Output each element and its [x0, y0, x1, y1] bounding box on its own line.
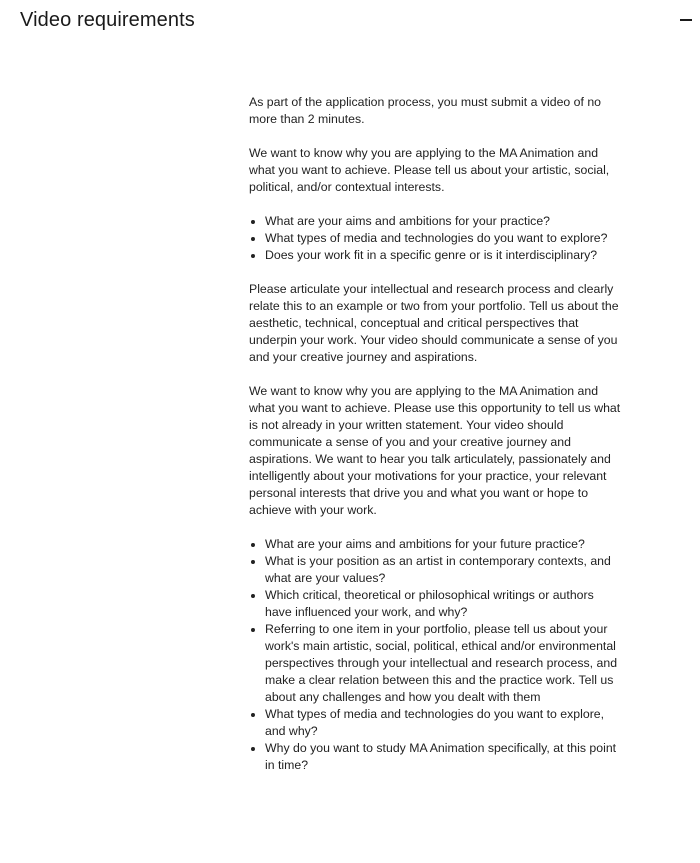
list-item: • Referring to one item in your portfolio, please tell us about your work's main artistic, social, political, ethical and/or environmental perspectives through your intellectual and research process, and make a clear relation between this and the practice work. Tell us about any challenges and how you dealt with them — [265, 621, 621, 706]
minus-icon[interactable] — [679, 8, 693, 32]
list-item: • What are your aims and ambitions for your future practice? — [265, 536, 621, 553]
list-item: • What is your position as an artist in contemporary contexts, and what are your values? — [265, 553, 621, 587]
list-item: • Why do you want to study MA Animation specifically, at this point in time? — [265, 740, 621, 774]
questions-list-1 — [249, 213, 621, 264]
list-item: • What types of media and technologies do you want to explore, and why? — [265, 706, 621, 740]
motivation-paragraph: We want to know why you are applying to the MA Animation and what you want to achieve. Please tell us about your artistic, social, political, and/or contextual interests. — [249, 146, 610, 194]
questions-list-2 — [249, 536, 621, 774]
list-item: • Does your work fit in a specific genre or is it interdisciplinary? — [265, 247, 621, 264]
accordion-body — [249, 94, 621, 774]
accordion-header[interactable] — [0, 0, 700, 40]
list-item: • What are your aims and ambitions for your practice? — [265, 213, 621, 230]
research-paragraph: Please articulate your intellectual and research process and clearly relate this to an example or two from your portfolio. Tell us about the aesthetic, technical, conceptual and critical perspectives that underpin your work. Your video should communicate a sense of you and your creative journey and aspirations. — [249, 282, 619, 364]
list-item: • Which critical, theoretical or philosophical writings or authors have influenced your work, and why? — [265, 587, 621, 621]
statement-paragraph: We want to know why you are applying to the MA Animation and what you want to achieve. Please use this opportunity to tell us what is not already in your written statement. Your video should communicate a sense of you and your creative journey and aspirations. We want to hear you talk articulately, passionately and intelligently about your motivations for your practice, your relevant personal interests that drive you and what you want or hope to achieve with your work. — [249, 384, 621, 517]
list-item: • What types of media and technologies do you want to explore? — [265, 230, 621, 247]
intro-paragraph: As part of the application process, you must submit a video of no more than 2 minutes. — [249, 95, 602, 126]
section-title: Video requirements — [20, 9, 195, 31]
